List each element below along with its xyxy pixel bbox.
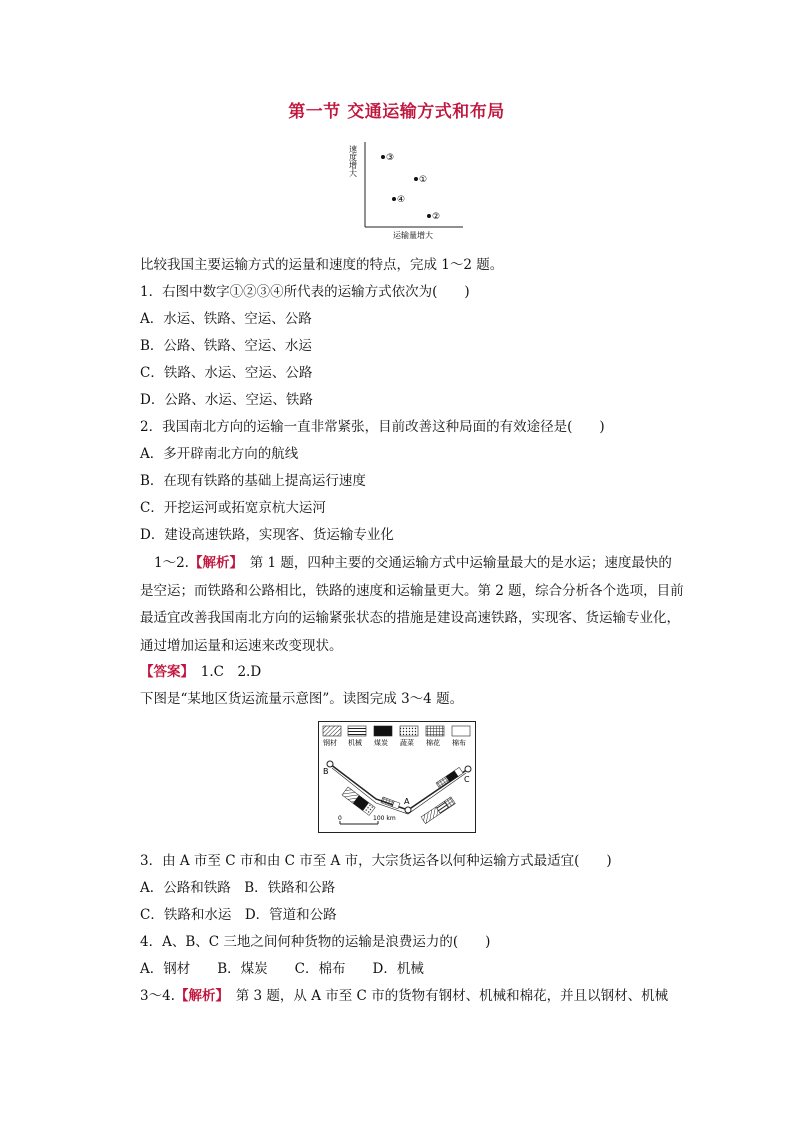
- q1-option-c: C．铁路、水运、空运、公路: [140, 365, 313, 381]
- scale-zero: 0: [338, 815, 342, 822]
- city-a-label: A: [404, 797, 410, 806]
- point-2-label: ②: [432, 212, 441, 222]
- legend-cloth: 棉布: [452, 739, 466, 747]
- point-3-label: ③: [386, 153, 395, 163]
- analysis-1-prefix: 1～2.: [154, 555, 189, 571]
- q4-stem: 4．A、B、C 三地之间何种货物的运输是浪费运力的( ): [140, 934, 491, 950]
- point-2-dot: [427, 214, 431, 218]
- intro-1: 比较我国主要运输方式的运量和速度的特点，完成 1～2 题。: [140, 257, 504, 273]
- freight-flow-map: [318, 721, 476, 833]
- analysis-1: [140, 550, 685, 660]
- legend-vegetable-swatch: [400, 726, 418, 736]
- answer-1-text: 1.C 2.D: [187, 664, 262, 680]
- analysis-2: [140, 986, 668, 1006]
- q4-options: A．钢材 B．煤炭 C．棉布 D．机械: [140, 961, 424, 977]
- answer-1-tag: 【答案】: [140, 664, 188, 680]
- point-3-dot: [381, 155, 385, 159]
- chart-ylabel: 速度增大: [348, 145, 358, 177]
- legend-steel-swatch: [323, 726, 341, 736]
- chart-xlabel: 运输量增大: [393, 231, 433, 240]
- legend-cotton-swatch: [426, 726, 444, 736]
- analysis-1-tag: 【解析】: [188, 555, 237, 571]
- q2-option-a: A．多开辟南北方向的航线: [140, 446, 299, 462]
- point-1-label: ①: [419, 175, 428, 185]
- point-4-dot: [392, 197, 396, 201]
- analysis-2-text: 第 3 题，从 A 市至 C 市的货物有钢材、机械和棉花，并且以钢材、机械: [222, 988, 669, 1004]
- answer-1: [140, 662, 261, 682]
- speed-volume-chart: [345, 137, 470, 242]
- legend-cloth-swatch: [452, 726, 470, 736]
- legend-vegetable: 蔬菜: [400, 739, 414, 747]
- q2-option-c: C．开挖运河或拓宽京杭大运河: [140, 500, 326, 516]
- q3-options-cd: C．铁路和水运 D．管道和公路: [140, 907, 337, 923]
- intro-2: 下图是“某地区货运流量示意图”。读图完成 3～4 题。: [140, 691, 464, 707]
- q1-option-a: A．水运、铁路、空运、公路: [140, 311, 312, 327]
- legend-cotton: 棉花: [426, 739, 440, 747]
- q2-option-d: D．建设高速铁路，实现客、货运输专业化: [140, 527, 394, 543]
- q3-options-ab: A．公路和铁路 B．铁路和公路: [140, 880, 336, 896]
- analysis-2-prefix: 3～4.: [140, 988, 175, 1004]
- legend-coal: 煤炭: [374, 739, 388, 747]
- q1-option-d: D．公路、水运、空运、铁路: [140, 392, 313, 408]
- city-c-label: C: [464, 775, 470, 784]
- point-4-label: ④: [397, 195, 406, 205]
- legend-steel: 钢材: [323, 739, 337, 747]
- q2-option-b: B．在现有铁路的基础上提高运行速度: [140, 473, 366, 489]
- city-c-marker: [465, 766, 471, 772]
- q3-stem: 3．由 A 市至 C 市和由 C 市至 A 市，大宗货运各以何种运输方式最适宜( ): [140, 853, 612, 869]
- q1-stem: 1．右图中数字①②③④所代表的运输方式依次为( ): [140, 284, 470, 300]
- q2-stem: 2．我国南北方向的运输一直非常紧张，目前改善这种局面的有效途径是( ): [140, 419, 605, 435]
- point-1-dot: [414, 177, 418, 181]
- legend-coal-swatch: [374, 726, 392, 736]
- legend-machinery-swatch: [348, 726, 366, 736]
- legend-machinery: 机械: [348, 739, 362, 747]
- city-a-marker: [405, 807, 411, 813]
- analysis-1-text: 第 1 题，四种主要的交通运输方式中运输量最大的是水运；速度最快的是空运；而铁路和公路相比，铁路的速度和运输量更大。第 2 题，综合分析各个选项，目前最适宜改善我国南北方向的运输紧张状态的措施是建设高速铁路，实现客、货运输专业化，通过增加运量和运速来改变现状。: [140, 555, 684, 654]
- city-b-label: B: [323, 767, 329, 776]
- analysis-2-tag: 【解析】: [174, 988, 223, 1004]
- q1-option-b: B．公路、铁路、空运、水运: [140, 338, 312, 354]
- scale-label: 100 km: [373, 815, 396, 822]
- page-title: 第一节 交通运输方式和布局: [288, 102, 505, 122]
